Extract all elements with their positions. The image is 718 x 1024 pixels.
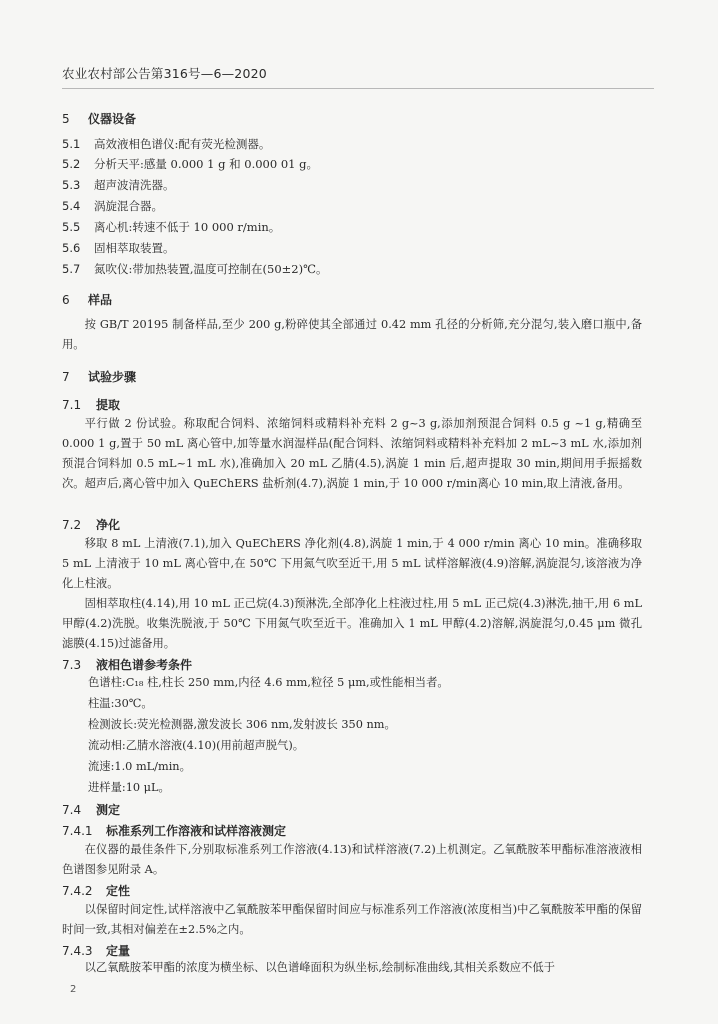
condition-flow-rate: 流速:1.0 mL/min。: [88, 760, 191, 773]
item-number: 5.3: [62, 178, 81, 192]
section-title: 试验步骤: [88, 370, 137, 384]
item-number: 5.4: [62, 199, 81, 213]
item-text: 涡旋混合器。: [94, 199, 163, 213]
item-number: 5.5: [62, 220, 81, 234]
section-5-heading: [62, 110, 136, 127]
section-title: 样品: [88, 293, 113, 307]
subsection-number: 7.4.1: [62, 824, 93, 838]
list-item-5-6: [62, 240, 175, 256]
paragraph-purification-1: 移取 8 mL 上清液(7.1),加入 QuEChERS 净化剂(4.8),涡旋 1 min,于 4 000 r/min 离心 10 min。准确移取 5 mL 上清液于 10 mL 离心管中,在 50℃ 下用氮气吹至近干,用 5 mL 试样溶解液(4.9)溶解,涡旋混匀,该溶液为净化上柱液。: [62, 537, 642, 590]
paragraph-sample: 按 GB/T 20195 制备样品,至少 200 g,粉碎使其全部通过 0.42 mm 孔径的分析筛,充分混匀,装入磨口瓶中,备用。: [62, 318, 642, 351]
condition-mobile-phase: 流动相:乙腈水溶液(4.10)(用前超声脱气)。: [88, 739, 305, 752]
subsection-title: 测定: [96, 803, 121, 817]
paragraph-extraction: 平行做 2 份试验。称取配合饲料、浓缩饲料或精料补充料 2 g~3 g,添加剂预混合饲料 0.5 g ~1 g,精确至 0.000 1 g,置于 50 mL 离心管中,加等量水润湿样品(配合饲料、浓缩饲料或精料补充料加 2 mL~3 mL 水,添加剂预混合饲料加 0.5 mL~1 mL 水),准确加入 20 mL 乙腈(4.5),涡旋 1 min 后,超声提取 30 min,期间用手振摇数次。超声后,离心管中加入 QuEChERS 盐析剂(4.7),涡旋 1 min,于 10 000 r/min离心 10 min,取上清液,备用。: [62, 417, 642, 490]
subsection-title: 标准系列工作溶液和试样溶液测定: [106, 824, 287, 838]
subsection-7-3-heading: [62, 656, 192, 673]
section-number: 7: [62, 370, 70, 384]
condition-injection-volume: 进样量:10 μL。: [88, 781, 170, 794]
item-text: 离心机:转速不低于 10 000 r/min。: [94, 220, 281, 234]
subsection-number: 7.2: [62, 518, 82, 532]
item-number: 5.6: [62, 241, 81, 255]
subsection-number: 7.4.2: [62, 884, 93, 898]
subsection-number: 7.4.3: [62, 944, 93, 958]
item-number: 5.7: [62, 262, 81, 276]
list-item-5-1: [62, 136, 270, 152]
section-number: 5: [62, 112, 70, 126]
subsection-title: 液相色谱参考条件: [96, 658, 193, 672]
section-title: 仪器设备: [88, 112, 137, 126]
list-item-5-4: [62, 198, 163, 214]
subsection-7-4-3-heading: [62, 942, 130, 959]
list-item-5-7: [62, 261, 327, 277]
page-number: 2: [70, 984, 77, 995]
subsection-7-4-2-heading: [62, 882, 130, 899]
subsection-title: 净化: [96, 518, 121, 532]
item-number: 5.1: [62, 137, 81, 151]
paragraph-qualitative: 以保留时间定性,试样溶液中乙氧酰胺苯甲酯保留时间应与标准系列工作溶液(浓度相当)中乙氧酰胺苯甲酯的保留时间一致,其相对偏差在±2.5%之内。: [62, 903, 642, 936]
subsection-title: 定量: [106, 944, 131, 958]
section-7-heading: [62, 368, 136, 385]
subsection-7-4-heading: [62, 801, 120, 818]
subsection-title: 提取: [96, 398, 121, 412]
paragraph-quantitative: 以乙氧酰胺苯甲酯的浓度为横坐标、以色谱峰面积为纵坐标,绘制标准曲线,其相关系数应不低于: [84, 961, 555, 974]
paragraph-purification-2: 固相萃取柱(4.14),用 10 mL 正己烷(4.3)预淋洗,全部净化上柱液过柱,用 5 mL 正己烷(4.3)淋洗,抽干,用 6 mL 甲醇(4.2)洗脱。收集洗脱液,于 50℃ 下用氮气吹至近干。准确加入 1 mL 甲醇(4.2)溶解,涡旋混匀,0.45 μm 微孔滤膜(4.15)过滤备用。: [62, 597, 642, 650]
subsection-number: 7.4: [62, 803, 82, 817]
subsection-title: 定性: [106, 884, 131, 898]
section-number: 6: [62, 293, 70, 307]
subsection-number: 7.1: [62, 398, 82, 412]
list-item-5-2: [62, 156, 318, 172]
condition-column: 色谱柱:C₁₈ 柱,柱长 250 mm,内径 4.6 mm,粒径 5 μm,或性能相当者。: [88, 676, 449, 689]
header-rule: [62, 88, 654, 89]
item-text: 高效液相色谱仪:配有荧光检测器。: [94, 137, 271, 151]
condition-wavelength: 检测波长:荧光检测器,激发波长 306 nm,发射波长 350 nm。: [88, 718, 396, 731]
list-item-5-5: [62, 219, 280, 235]
paragraph-measurement: 在仪器的最佳条件下,分别取标准系列工作溶液(4.13)和试样溶液(7.2)上机测定。乙氧酰胺苯甲酯标准溶液液相色谱图参见附录 A。: [62, 843, 642, 876]
section-6-heading: [62, 291, 112, 308]
item-text: 氮吹仪:带加热装置,温度可控制在(50±2)℃。: [94, 262, 328, 276]
item-text: 固相萃取装置。: [94, 241, 175, 255]
list-item-5-3: [62, 177, 175, 193]
subsection-number: 7.3: [62, 658, 82, 672]
page-header: 农业农村部公告第316号—6—2020: [62, 66, 267, 81]
item-text: 分析天平:感量 0.000 1 g 和 0.000 01 g。: [94, 157, 318, 171]
subsection-7-4-1-heading: [62, 822, 286, 839]
subsection-7-2-heading: [62, 516, 120, 533]
subsection-7-1-heading: [62, 396, 120, 413]
item-number: 5.2: [62, 157, 81, 171]
item-text: 超声波清洗器。: [94, 178, 175, 192]
condition-column-temp: 柱温:30℃。: [88, 697, 153, 710]
